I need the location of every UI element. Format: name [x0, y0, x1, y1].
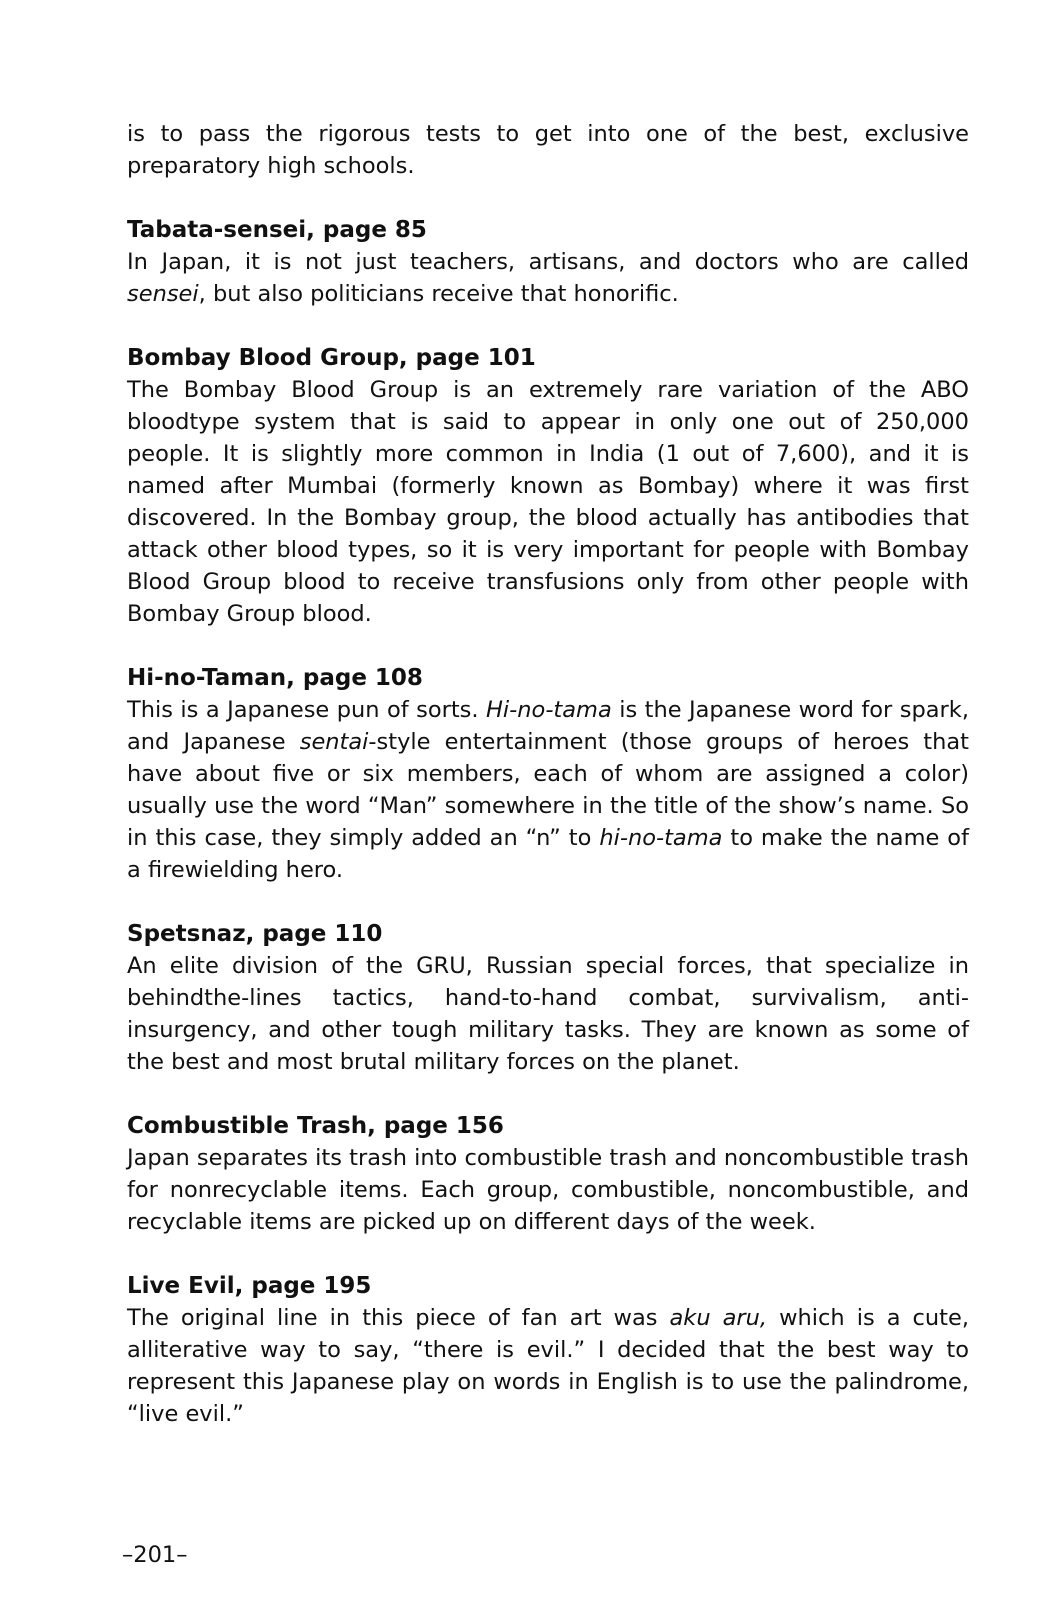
entry-body — [127, 1302, 969, 1430]
entry-heading: Hi-no-Taman, page 108 — [127, 665, 423, 691]
page-number: –201– — [122, 1542, 188, 1568]
entry-body-text: , but also politicians receive that honorific. — [198, 281, 679, 307]
entry-body-italic: sentai — [299, 729, 369, 755]
intro-paragraph: is to pass the rigorous tests to get into one of the best, exclusive preparatory high schools. — [127, 121, 969, 179]
entry-body-text: The Bombay Blood Group is an extremely rare variation of the ABO bloodtype system that is said to appear in only one out of 250,000 people. It is slightly more common in India (1 out of 7,600), and it is named after Mumbai (formerly known as Bombay) where it was first discovered. In the Bombay group, the blood actually has antibodies that attack other blood types, so it is very important for people with Bombay Blood Group blood to receive transfusions only from other people with Bombay Group blood. — [127, 377, 969, 627]
entry-heading: Live Evil, page 195 — [127, 1273, 372, 1299]
entry-body — [127, 374, 969, 630]
entry-body — [127, 1142, 969, 1238]
entry-body-text: Japan separates its trash into combustible trash and noncombustible trash for nonrecyclable items. Each group, combustible, noncombustible, and recyclable items are picked up on different days of the week. — [127, 1145, 969, 1235]
entry-body-text: The original line in this piece of fan art was — [127, 1305, 670, 1331]
entry-heading: Combustible Trash, page 156 — [127, 1113, 504, 1139]
page-content — [127, 118, 969, 1430]
entry-bombay-blood-group — [127, 342, 969, 630]
entry-body-text: to make the name of a firewielding hero. — [127, 825, 969, 883]
entry-hi-no-taman — [127, 662, 969, 886]
entry-combustible-trash — [127, 1110, 969, 1238]
entry-body — [127, 694, 969, 886]
entry-heading: Tabata-sensei, page 85 — [127, 217, 427, 243]
entry-body-text: is the Japanese word for spark, and Japanese — [127, 697, 969, 755]
entry-body-text: In Japan, it is not just teachers, artisans, and doctors who are called — [127, 249, 969, 275]
entry-body-text: This is a Japanese pun of sorts. — [127, 697, 486, 723]
entry-body-italic: hi-no-tama — [599, 825, 723, 851]
entry-tabata-sensei — [127, 214, 969, 310]
entry-body-italic: aku aru, — [669, 1305, 768, 1331]
entry-live-evil — [127, 1270, 969, 1430]
entry-heading: Spetsnaz, page 110 — [127, 921, 383, 947]
entry-spetsnaz — [127, 918, 969, 1078]
entry-heading: Bombay Blood Group, page 101 — [127, 345, 536, 371]
entry-body — [127, 950, 969, 1078]
entry-body-text: which is a cute, alliterative way to say, “there is evil.” I decided that the best way to represent this Japanese play on words in English is to use the palindrome, “live evil.” — [127, 1305, 969, 1427]
entry-body-text: An elite division of the GRU, Russian special forces, that specialize in behindthe-lines tactics, hand-to-hand combat, survivalism, anti-insurgency, and other tough military tasks. They are known as some of the best and most brutal military forces on the planet. — [127, 953, 969, 1075]
entry-body-italic: sensei — [127, 281, 199, 307]
entry-body — [127, 246, 969, 310]
entry-body-italic: Hi-no-tama — [486, 697, 612, 723]
entry-body-text: -style entertainment (those groups of heroes that have about five or six members, each of whom are assigned a color) usually use the word “Man” somewhere in the title of the show’s name. So in this case, they simply added an “n” to — [127, 729, 969, 851]
